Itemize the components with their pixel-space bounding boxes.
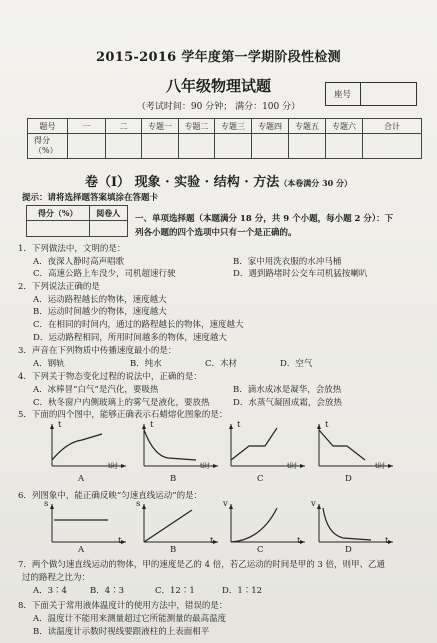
score-row-label: 得分 （%） <box>28 134 68 159</box>
option[interactable]: D．空气 <box>280 359 313 369</box>
axis-label-t: t <box>237 420 241 430</box>
score-cell[interactable] <box>326 134 363 159</box>
score-cell[interactable] <box>215 134 252 159</box>
graph-motion-b <box>134 500 222 550</box>
question-stem: 6．列图象中，能正确反映“匀速直线运动”的是： <box>18 491 203 501</box>
score-header-cell: 二 <box>106 119 142 134</box>
axis-label-t: t <box>118 536 122 546</box>
axis-label-time: t时 <box>375 462 385 470</box>
score-header-cell: 专题六 <box>326 119 363 134</box>
question-stem-cont: 过的路程之比为： <box>22 573 91 583</box>
axis-label-t: t <box>297 536 301 546</box>
score-cell[interactable] <box>142 134 179 159</box>
graph-motion-c <box>221 500 309 550</box>
option[interactable]: D．运动路程相同，所用时间越多的物体，速度越大 <box>33 333 227 343</box>
volume-note: （本卷满分 30 分） <box>279 178 353 188</box>
option[interactable]: B．纯水 <box>130 359 162 369</box>
exam-subtitle: 八年级物理试题 <box>165 77 271 95</box>
option[interactable]: B．读温度计示数时视线要跟液柱的上表面相平 <box>33 627 210 637</box>
question-stem: 2．下列说法正确的是 <box>18 282 100 292</box>
grader-table <box>26 205 128 237</box>
axis-label-time: t时 <box>200 462 210 470</box>
graph-option-c[interactable]: C <box>257 474 264 484</box>
question-stem: 1．下列做法中，文明的是： <box>18 244 126 254</box>
volume-heading: 卷（Ⅰ） 现象 · 实验 · 结构 · 方法（本卷满分 30 分） <box>84 175 353 190</box>
seat-label: 座号 <box>334 90 352 100</box>
score-header-cell: 专题四 <box>252 119 289 134</box>
option[interactable]: B．滴水成冰是凝华，会放热 <box>233 385 342 395</box>
question-stem: 8．下面关于常用液体温度计的使用方法中，错误的是： <box>18 601 228 611</box>
axis-label-s: s <box>44 499 49 509</box>
graph-option-b[interactable]: B <box>170 545 177 555</box>
score-header-cell: 合计 <box>363 119 422 134</box>
grader-score-cell[interactable] <box>27 221 90 237</box>
score-header-cell: 专题五 <box>289 119 326 134</box>
option[interactable]: D．1∶12 <box>222 586 263 596</box>
option[interactable]: A．温度计不能用来测量超过它所能测量的最高温度 <box>33 614 227 624</box>
axis-label-time: t时 <box>108 462 118 470</box>
score-cell[interactable] <box>106 134 142 159</box>
score-cell[interactable] <box>252 134 289 159</box>
option[interactable]: D．水蒸气凝固成霜，会放热 <box>233 398 342 408</box>
option[interactable]: D．遇到路堵时公交车司机猛按喇叭 <box>233 269 368 279</box>
question-stem: 5．下面的四个图中，能够正确表示石蜡熔化图象的是： <box>18 410 228 420</box>
axis-label-t: t <box>150 420 154 430</box>
score-header-cell: 专题三 <box>215 119 252 134</box>
option[interactable]: B．4∶3 <box>90 586 125 596</box>
question-stem: 3．声音在下列物质中传播速度最小的是： <box>18 346 177 356</box>
axis-label-t: t <box>385 536 389 546</box>
exam-title: 2015-2016 学年度第一学期阶段性检测 <box>96 50 341 65</box>
option[interactable]: A．3∶4 <box>33 586 67 596</box>
graph-option-a[interactable]: A <box>78 474 85 484</box>
exam-time-info: （考试时间：90 分钟； 满分：100 分） <box>136 102 301 112</box>
option[interactable]: C．12∶1 <box>155 586 195 596</box>
axis-label-t: t <box>58 420 62 430</box>
score-cell[interactable] <box>68 134 106 159</box>
section-instructions-line2: 列各小题的四个选项中只有一个是正确的。 <box>135 228 297 238</box>
answer-tip: 提示：请将选择题答案填涂在答题卡 <box>22 193 159 203</box>
option[interactable]: A．钢轨 <box>33 359 65 369</box>
score-cell[interactable] <box>289 134 326 159</box>
graph-motion-d <box>309 500 397 550</box>
graph-option-c[interactable]: C <box>257 545 264 555</box>
option[interactable]: A．冰棒冒“白气”是汽化，要吸热 <box>33 385 159 395</box>
option[interactable]: C．秋冬窗户内侧玻璃上的雾气是液化，要放热 <box>33 398 210 408</box>
seat-number-box[interactable] <box>325 82 417 106</box>
option[interactable]: C．木材 <box>205 359 238 369</box>
axis-label-s: s <box>136 499 141 509</box>
axis-label-t: t <box>325 420 329 430</box>
axis-label-v: v <box>311 499 316 509</box>
graph-motion-a <box>42 500 130 550</box>
grader-score-label: 得分（%） <box>27 206 90 221</box>
score-header-cell: 题号 <box>28 119 68 134</box>
axis-label-time: t时 <box>287 462 297 470</box>
grader-reviewer-label: 阅卷人 <box>89 206 128 221</box>
score-header-cell: 专题二 <box>179 119 215 134</box>
graph-option-d[interactable]: D <box>345 545 352 555</box>
question-stem: 7．两个做匀速直线运动的物体，甲的速度是乙的 4 倍，若乙运动的时间是甲的 3 倍，则甲、乙通 <box>18 560 386 570</box>
score-cell[interactable] <box>179 134 215 159</box>
score-table <box>27 118 422 159</box>
section-instructions-line1: 一、单项选择题（本题满分 18 分，共 9 个小题，每小题 2 分）：下 <box>135 214 394 224</box>
option[interactable]: A．运动路程越长的物体，速度越大 <box>33 295 167 305</box>
axis-label-v: v <box>223 499 228 509</box>
option[interactable]: C．在相同的时间内，通过的路程越长的物体，速度越大 <box>33 320 244 330</box>
option[interactable]: B．运动时间越少的物体，速度越大 <box>33 307 167 317</box>
graph-option-d[interactable]: D <box>345 474 352 484</box>
option[interactable]: A．夜深人静时高声唱歌 <box>33 257 125 267</box>
option[interactable]: B．家中用洗衣服的水冲马桶 <box>233 257 342 267</box>
axis-label-t: t <box>210 536 214 546</box>
score-header-cell: 专题一 <box>142 119 179 134</box>
option[interactable]: C．高速公路上车没少，司机超速行驶 <box>33 269 176 279</box>
question-stem: 4．下列关于物态变化过程的说法中，正确的是： <box>18 372 202 382</box>
graph-option-b[interactable]: B <box>170 474 177 484</box>
graph-option-a[interactable]: A <box>78 545 85 555</box>
grader-reviewer-cell[interactable] <box>89 221 128 237</box>
score-cell[interactable] <box>363 134 422 159</box>
score-header-cell: 一 <box>68 119 106 134</box>
